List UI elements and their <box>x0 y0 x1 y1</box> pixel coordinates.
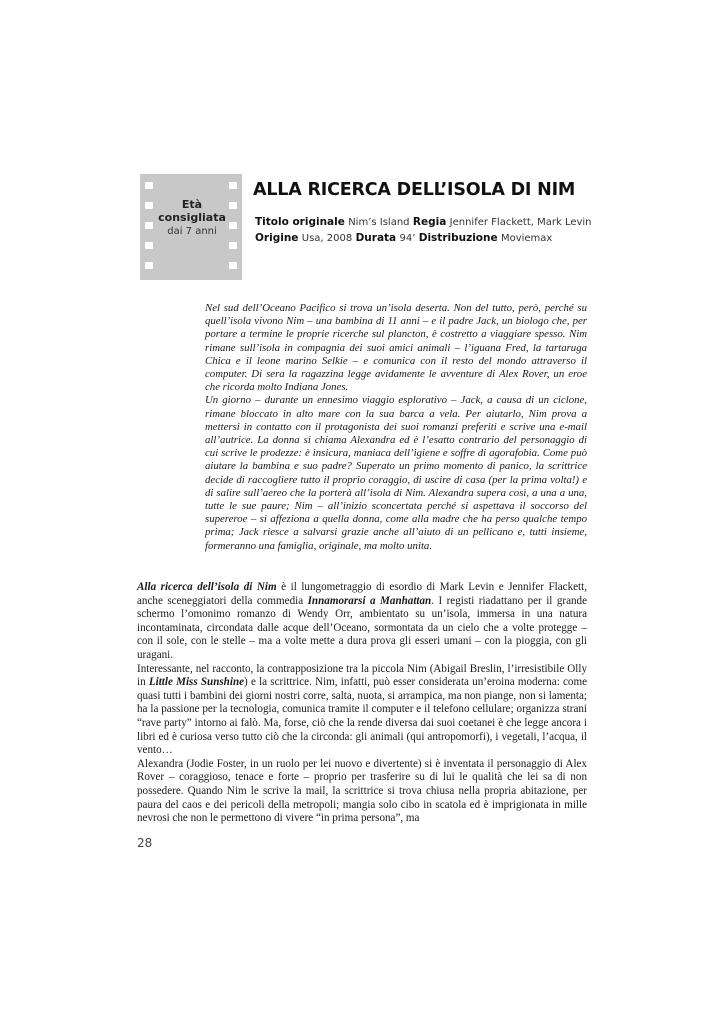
body-paragraph <box>137 581 587 663</box>
film-credits-line-1 <box>255 216 592 228</box>
film-title-reference: Little Miss Sunshine <box>148 676 245 689</box>
film-title: ALLA RICERCA DELL’ISOLA DI NIM <box>253 180 576 200</box>
film-title-reference: Alla ricerca dell’isola di Nim <box>137 581 277 593</box>
age-badge <box>158 198 226 264</box>
origin-label: Origine <box>255 232 299 244</box>
age-value: dai 7 anni <box>167 226 217 237</box>
film-strip-icon <box>140 174 242 280</box>
original-title-value: Nim’s Island <box>348 217 410 228</box>
film-perforation <box>229 242 237 249</box>
synopsis-paragraph: Un giorno – durante un ennesimo viaggio esplorativo – Jack, a causa di un ciclone, rimane bloccato in alto mare con la sua barca a vela. Per aiutarlo, Nim prova a mettersi in contatto con il protagonista dei suoi romanzi preferiti e scrive una e-mail all’autrice. La donna si chiama Alexandra ed è l’esatto contrario del personaggio di cui scrive le prodezze: è insicura, maniaca dell’igiene e soffre di agorafobia. Come può aiutare la bambina e suo padre? Superato un primo momento di panico, la scrittrice decide di raccogliere tutto il proprio coraggio, di uscire di casa (per la prima volta!) e di salire sull’aereo che la porterà all’isola di Nim. Alexandra supera così, a una a una, tutte le sue paure; Nim – all’inizio sconcertata perché si aspettava il soccorso del supereroe – si affeziona a quella donna, come alla madre che ha perso qualche tempo prima; Jack riesce a salvarsi grazie anche all’aiuto di un pellicano e, tutti insieme, formeranno una famiglia, originale, ma molto unita. <box>205 394 587 552</box>
director-label: Regia <box>412 216 447 228</box>
page-number: 28 <box>137 836 153 850</box>
film-perforation <box>229 222 237 229</box>
film-perforation <box>145 262 153 269</box>
body-text: Interessante, nel racconto, la contrapposizione tra la piccola Nim (Abigail Breslin, l’irresistibile Olly in <box>137 662 587 689</box>
review-body <box>137 581 587 826</box>
origin-value: Usa, 2008 <box>301 233 353 244</box>
body-text: . I registi riadattano per il grande schermo l’omonimo romanzo di Wendy Orr, ambientato su un’isola, immersa in una natura incontaminata, circondata dalle acque dell’Oceano, sormontata da un cielo che a volte protegge – con il sole, con le stelle – ma a volte mette a dura prova gli esseri umani – con la pioggia, con gli uragani. <box>137 594 588 661</box>
film-title-reference: Innamorarsi a Manhattan <box>307 594 432 607</box>
distribution-value: Moviemax <box>500 233 553 244</box>
film-perforation <box>145 202 153 209</box>
age-label: Età <box>181 198 203 211</box>
duration-value: 94’ <box>399 233 416 244</box>
body-text: è il lungometraggio di esordio di Mark Levin e Jennifer Flackett, anche sceneggiatori della commedia <box>137 581 587 607</box>
body-text: ) e la scrittrice. Nim, infatti, può esser considerata un’eroina moderna: come quasi tutti i bambini dei giorni nostri corre, salta, nuota, si arrampica, ma non piange, non si lamenta; ha la passione per la tecnologia, comunica tramite il computer e il telefono cellulare; organizza strani “rave party” intorno ai falò. Ma, forse, ciò che la rende diversa dai suoi coetanei è che legge ancora i libri ed è curiosa verso tutto ciò che la circonda: gli animali (qui antropomorfi), i vegetali, l’acqua, il vento… <box>137 676 588 757</box>
film-perforation <box>145 222 153 229</box>
age-label: consigliata <box>158 211 226 224</box>
film-credits-line-2 <box>255 232 552 244</box>
distribution-label: Distribuzione <box>418 232 498 244</box>
film-perforation <box>229 202 237 209</box>
synopsis <box>205 302 587 553</box>
film-perforation <box>229 182 237 189</box>
film-perforation <box>145 242 153 249</box>
film-perforation <box>229 262 237 269</box>
synopsis-paragraph: Nel sud dell’Oceano Pacifico si trova un’isola deserta. Non del tutto, però, perché su quell’isola vivono Nim – una bambina di 11 anni – e il padre Jack, un biologo che, per portare a termine le proprie ricerche sul plancton, è costretto a viaggiare spesso. Nim rimane sull’isola in compagnia dei suoi amici animali – l’iguana Fred, la tartaruga Chica e il leone marino Selkie – e comunica con il resto del mondo attraverso il computer. Di sera la ragazzina legge avidamente le avventure di Alex Rover, un eroe che ricorda molto Indiana Jones. <box>205 302 587 394</box>
film-perforation <box>145 182 153 189</box>
body-paragraph: Alexandra (Jodie Foster, in un ruolo per lei nuovo e divertente) si è inventata il personaggio di Alex Rover – coraggioso, tenace e forte – proprio per trasferire su di lui le qualità che lei sa di non possedere. Quando Nim le scrive la mail, la scrittrice si trova chiusa nella propria abitazione, per paura del caos e dei pericoli della metropoli; mangia solo cibo in scatola ed è imprigionata in mille nevrosi che non le permettono di vivere “in prima persona”, ma <box>137 757 587 825</box>
body-paragraph <box>137 663 587 758</box>
duration-label: Durata <box>355 232 397 244</box>
director-value: Jennifer Flackett, Mark Levin <box>449 217 592 228</box>
original-title-label: Titolo originale <box>255 216 345 228</box>
